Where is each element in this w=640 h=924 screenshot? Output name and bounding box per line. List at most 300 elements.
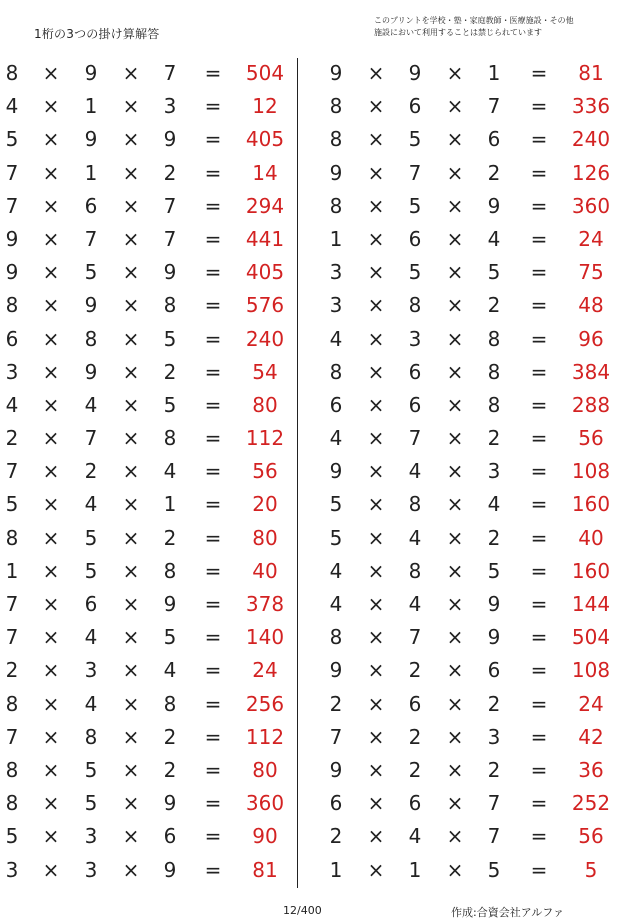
answer: 20 xyxy=(252,492,278,517)
factor-b: 5 xyxy=(408,260,422,285)
factor-b: 1 xyxy=(84,160,98,185)
factor-b: 9 xyxy=(84,293,98,318)
times-sign: × xyxy=(122,525,140,550)
equals-sign: = xyxy=(530,791,548,816)
problem-row xyxy=(0,356,640,389)
times-sign: × xyxy=(367,625,385,650)
factor-b: 6 xyxy=(408,691,422,716)
times-sign: × xyxy=(122,226,140,251)
times-sign: × xyxy=(446,193,464,218)
factor-a: 7 xyxy=(5,160,19,185)
factor-c: 8 xyxy=(163,426,177,451)
times-sign: × xyxy=(42,127,60,152)
equals-sign: = xyxy=(204,724,222,749)
factor-c: 2 xyxy=(163,525,177,550)
factor-c: 5 xyxy=(487,857,501,882)
factor-b: 1 xyxy=(84,94,98,119)
times-sign: × xyxy=(446,857,464,882)
times-sign: × xyxy=(367,592,385,616)
times-sign: × xyxy=(122,757,140,782)
answer: 360 xyxy=(245,791,285,816)
times-sign: × xyxy=(42,94,60,119)
factor-b: 5 xyxy=(408,127,422,152)
times-sign: × xyxy=(367,757,385,782)
answer: 108 xyxy=(571,459,611,484)
factor-c: 7 xyxy=(487,824,501,849)
equals-sign: = xyxy=(204,426,222,451)
answer: 112 xyxy=(245,724,285,749)
factor-a: 8 xyxy=(5,791,19,816)
factor-a: 2 xyxy=(5,426,19,451)
factor-b: 4 xyxy=(408,525,422,550)
answer: 24 xyxy=(252,658,278,683)
times-sign: × xyxy=(446,757,464,782)
factor-a: 7 xyxy=(5,592,19,616)
answer: 576 xyxy=(245,293,285,318)
author-credit: 作成:合資会社アルファ xyxy=(451,906,565,919)
answer: 504 xyxy=(571,625,611,650)
answer: 288 xyxy=(571,392,611,417)
times-sign: × xyxy=(367,558,385,583)
factor-a: 8 xyxy=(329,127,343,152)
equals-sign: = xyxy=(530,492,548,517)
factor-c: 9 xyxy=(487,193,501,218)
factor-b: 6 xyxy=(84,193,98,218)
answer: 75 xyxy=(578,260,604,285)
times-sign: × xyxy=(446,658,464,683)
problem-row xyxy=(0,654,640,687)
factor-b: 4 xyxy=(408,824,422,849)
times-sign: × xyxy=(446,326,464,351)
factor-c: 9 xyxy=(487,592,501,616)
times-sign: × xyxy=(122,824,140,849)
equals-sign: = xyxy=(204,625,222,650)
answer: 56 xyxy=(252,459,278,484)
times-sign: × xyxy=(446,459,464,484)
factor-b: 9 xyxy=(84,61,98,85)
times-sign: × xyxy=(367,724,385,749)
factor-c: 2 xyxy=(487,757,501,782)
factor-b: 7 xyxy=(408,160,422,185)
answer: 48 xyxy=(578,293,604,318)
times-sign: × xyxy=(122,260,140,285)
problem-row xyxy=(0,123,640,156)
factor-a: 8 xyxy=(329,359,343,384)
problem-row xyxy=(0,721,640,754)
problem-row xyxy=(0,389,640,422)
times-sign: × xyxy=(42,791,60,816)
factor-b: 2 xyxy=(84,459,98,484)
times-sign: × xyxy=(122,94,140,119)
answer: 360 xyxy=(571,193,611,218)
times-sign: × xyxy=(446,625,464,650)
usage-notice-line: このプリントを学校・塾・家庭教師・医療施設・その他 xyxy=(374,16,574,25)
factor-c: 5 xyxy=(163,625,177,650)
factor-b: 9 xyxy=(84,359,98,384)
problem-row xyxy=(0,754,640,787)
times-sign: × xyxy=(122,625,140,650)
answer: 56 xyxy=(578,426,604,451)
factor-a: 3 xyxy=(329,293,343,318)
problem-row xyxy=(0,820,640,853)
factor-c: 2 xyxy=(487,293,501,318)
factor-a: 8 xyxy=(5,691,19,716)
factor-a: 4 xyxy=(329,592,343,616)
equals-sign: = xyxy=(530,525,548,550)
factor-c: 7 xyxy=(163,226,177,251)
times-sign: × xyxy=(42,658,60,683)
factor-c: 9 xyxy=(163,260,177,285)
factor-b: 6 xyxy=(408,94,422,119)
times-sign: × xyxy=(122,857,140,882)
factor-b: 2 xyxy=(408,658,422,683)
factor-c: 8 xyxy=(487,326,501,351)
factor-b: 9 xyxy=(84,127,98,152)
times-sign: × xyxy=(42,226,60,251)
factor-a: 5 xyxy=(5,127,19,152)
times-sign: × xyxy=(367,326,385,351)
factor-a: 4 xyxy=(5,94,19,119)
equals-sign: = xyxy=(204,392,222,417)
factor-b: 3 xyxy=(408,326,422,351)
equals-sign: = xyxy=(204,94,222,119)
factor-c: 7 xyxy=(163,61,177,85)
equals-sign: = xyxy=(530,193,548,218)
answer: 294 xyxy=(245,193,285,218)
factor-b: 4 xyxy=(408,459,422,484)
answer: 5 xyxy=(584,857,598,882)
equals-sign: = xyxy=(204,592,222,616)
answer: 441 xyxy=(245,226,285,251)
factor-c: 2 xyxy=(487,160,501,185)
factor-a: 7 xyxy=(5,724,19,749)
times-sign: × xyxy=(446,127,464,152)
times-sign: × xyxy=(42,824,60,849)
times-sign: × xyxy=(42,160,60,185)
factor-a: 3 xyxy=(5,359,19,384)
answer: 81 xyxy=(252,857,278,882)
problem-row xyxy=(0,422,640,455)
factor-c: 2 xyxy=(163,359,177,384)
factor-b: 1 xyxy=(408,857,422,882)
times-sign: × xyxy=(367,459,385,484)
equals-sign: = xyxy=(204,61,222,85)
times-sign: × xyxy=(446,592,464,616)
factor-c: 2 xyxy=(163,724,177,749)
answer: 384 xyxy=(571,359,611,384)
answer: 54 xyxy=(252,359,278,384)
times-sign: × xyxy=(446,525,464,550)
problem-row xyxy=(0,621,640,654)
times-sign: × xyxy=(367,260,385,285)
factor-c: 8 xyxy=(163,691,177,716)
problem-row xyxy=(0,455,640,488)
times-sign: × xyxy=(122,193,140,218)
factor-a: 7 xyxy=(5,625,19,650)
answer: 56 xyxy=(578,824,604,849)
equals-sign: = xyxy=(530,61,548,85)
times-sign: × xyxy=(122,61,140,85)
times-sign: × xyxy=(42,326,60,351)
factor-b: 6 xyxy=(84,592,98,616)
answer: 108 xyxy=(571,658,611,683)
factor-b: 5 xyxy=(84,525,98,550)
times-sign: × xyxy=(42,392,60,417)
times-sign: × xyxy=(42,857,60,882)
equals-sign: = xyxy=(204,658,222,683)
equals-sign: = xyxy=(204,558,222,583)
factor-c: 2 xyxy=(163,757,177,782)
equals-sign: = xyxy=(530,857,548,882)
answer: 14 xyxy=(252,160,278,185)
answer: 160 xyxy=(571,558,611,583)
factor-b: 5 xyxy=(84,791,98,816)
times-sign: × xyxy=(122,724,140,749)
factor-a: 8 xyxy=(329,193,343,218)
factor-a: 8 xyxy=(5,525,19,550)
times-sign: × xyxy=(367,791,385,816)
factor-c: 5 xyxy=(163,326,177,351)
times-sign: × xyxy=(122,492,140,517)
factor-c: 9 xyxy=(163,857,177,882)
times-sign: × xyxy=(367,94,385,119)
factor-c: 1 xyxy=(487,61,501,85)
times-sign: × xyxy=(122,592,140,616)
times-sign: × xyxy=(446,824,464,849)
factor-a: 4 xyxy=(5,392,19,417)
answer: 12 xyxy=(252,94,278,119)
equals-sign: = xyxy=(530,625,548,650)
answer: 40 xyxy=(252,558,278,583)
equals-sign: = xyxy=(530,359,548,384)
equals-sign: = xyxy=(204,492,222,517)
times-sign: × xyxy=(367,127,385,152)
factor-c: 2 xyxy=(487,691,501,716)
times-sign: × xyxy=(367,525,385,550)
factor-b: 9 xyxy=(408,61,422,85)
equals-sign: = xyxy=(530,824,548,849)
factor-a: 5 xyxy=(5,824,19,849)
times-sign: × xyxy=(42,359,60,384)
factor-a: 2 xyxy=(329,691,343,716)
factor-a: 8 xyxy=(5,293,19,318)
times-sign: × xyxy=(367,359,385,384)
times-sign: × xyxy=(367,61,385,85)
equals-sign: = xyxy=(530,724,548,749)
factor-a: 1 xyxy=(329,857,343,882)
factor-c: 9 xyxy=(163,592,177,616)
times-sign: × xyxy=(122,558,140,583)
equals-sign: = xyxy=(530,94,548,119)
factor-b: 2 xyxy=(408,757,422,782)
times-sign: × xyxy=(42,592,60,616)
times-sign: × xyxy=(42,757,60,782)
problem-row xyxy=(0,289,640,322)
times-sign: × xyxy=(42,558,60,583)
equals-sign: = xyxy=(530,293,548,318)
factor-c: 1 xyxy=(163,492,177,517)
factor-b: 6 xyxy=(408,791,422,816)
answer: 80 xyxy=(252,757,278,782)
factor-a: 6 xyxy=(5,326,19,351)
answer: 112 xyxy=(245,426,285,451)
times-sign: × xyxy=(122,392,140,417)
factor-b: 5 xyxy=(84,558,98,583)
problem-row xyxy=(0,688,640,721)
factor-a: 4 xyxy=(329,326,343,351)
factor-a: 8 xyxy=(329,94,343,119)
times-sign: × xyxy=(122,658,140,683)
equals-sign: = xyxy=(204,791,222,816)
answer: 256 xyxy=(245,691,285,716)
problem-row xyxy=(0,190,640,223)
times-sign: × xyxy=(42,426,60,451)
times-sign: × xyxy=(367,824,385,849)
times-sign: × xyxy=(446,293,464,318)
times-sign: × xyxy=(122,127,140,152)
times-sign: × xyxy=(446,724,464,749)
answer: 24 xyxy=(578,226,604,251)
factor-a: 5 xyxy=(5,492,19,517)
times-sign: × xyxy=(446,392,464,417)
factor-b: 5 xyxy=(84,260,98,285)
times-sign: × xyxy=(122,691,140,716)
answer: 336 xyxy=(571,94,611,119)
equals-sign: = xyxy=(530,558,548,583)
factor-a: 9 xyxy=(329,459,343,484)
factor-c: 4 xyxy=(487,226,501,251)
answer: 42 xyxy=(578,724,604,749)
factor-a: 6 xyxy=(329,392,343,417)
problem-row xyxy=(0,90,640,123)
times-sign: × xyxy=(42,625,60,650)
equals-sign: = xyxy=(204,193,222,218)
problem-row xyxy=(0,323,640,356)
factor-b: 8 xyxy=(84,326,98,351)
factor-c: 2 xyxy=(487,525,501,550)
factor-b: 4 xyxy=(84,625,98,650)
equals-sign: = xyxy=(204,459,222,484)
factor-a: 6 xyxy=(329,791,343,816)
page-number: 12/400 xyxy=(283,904,322,917)
answer: 240 xyxy=(571,127,611,152)
problem-row xyxy=(0,157,640,190)
factor-c: 4 xyxy=(487,492,501,517)
factor-b: 8 xyxy=(408,492,422,517)
equals-sign: = xyxy=(204,226,222,251)
factor-b: 8 xyxy=(408,293,422,318)
factor-a: 9 xyxy=(329,658,343,683)
factor-c: 9 xyxy=(163,791,177,816)
factor-c: 8 xyxy=(487,359,501,384)
times-sign: × xyxy=(367,293,385,318)
factor-b: 4 xyxy=(84,392,98,417)
factor-b: 8 xyxy=(84,724,98,749)
times-sign: × xyxy=(367,857,385,882)
problem-row xyxy=(0,588,640,621)
answer: 405 xyxy=(245,260,285,285)
equals-sign: = xyxy=(204,326,222,351)
answer: 36 xyxy=(578,757,604,782)
equals-sign: = xyxy=(204,857,222,882)
factor-a: 4 xyxy=(329,426,343,451)
times-sign: × xyxy=(122,459,140,484)
problem-row xyxy=(0,223,640,256)
equals-sign: = xyxy=(204,127,222,152)
factor-a: 9 xyxy=(5,260,19,285)
problem-row xyxy=(0,555,640,588)
times-sign: × xyxy=(122,359,140,384)
times-sign: × xyxy=(42,492,60,517)
factor-c: 2 xyxy=(487,426,501,451)
times-sign: × xyxy=(122,326,140,351)
factor-c: 8 xyxy=(163,293,177,318)
equals-sign: = xyxy=(530,127,548,152)
times-sign: × xyxy=(42,525,60,550)
equals-sign: = xyxy=(530,658,548,683)
factor-b: 7 xyxy=(408,625,422,650)
factor-a: 4 xyxy=(329,558,343,583)
factor-c: 2 xyxy=(163,160,177,185)
answer: 80 xyxy=(252,525,278,550)
factor-c: 8 xyxy=(487,392,501,417)
equals-sign: = xyxy=(530,757,548,782)
equals-sign: = xyxy=(204,757,222,782)
factor-c: 3 xyxy=(487,724,501,749)
times-sign: × xyxy=(367,226,385,251)
answer: 378 xyxy=(245,592,285,616)
factor-c: 7 xyxy=(487,791,501,816)
equals-sign: = xyxy=(204,691,222,716)
factor-a: 8 xyxy=(5,757,19,782)
equals-sign: = xyxy=(204,525,222,550)
equals-sign: = xyxy=(204,160,222,185)
factor-c: 8 xyxy=(163,558,177,583)
factor-b: 6 xyxy=(408,359,422,384)
factor-a: 2 xyxy=(329,824,343,849)
times-sign: × xyxy=(42,724,60,749)
factor-a: 9 xyxy=(329,160,343,185)
equals-sign: = xyxy=(530,260,548,285)
equals-sign: = xyxy=(530,426,548,451)
factor-a: 2 xyxy=(5,658,19,683)
factor-b: 5 xyxy=(84,757,98,782)
times-sign: × xyxy=(367,691,385,716)
times-sign: × xyxy=(446,260,464,285)
factor-b: 5 xyxy=(408,193,422,218)
factor-a: 9 xyxy=(329,757,343,782)
factor-c: 6 xyxy=(487,127,501,152)
answer: 504 xyxy=(245,61,285,85)
equals-sign: = xyxy=(204,260,222,285)
times-sign: × xyxy=(122,426,140,451)
times-sign: × xyxy=(446,160,464,185)
times-sign: × xyxy=(367,426,385,451)
times-sign: × xyxy=(446,558,464,583)
factor-b: 3 xyxy=(84,857,98,882)
factor-c: 6 xyxy=(163,824,177,849)
times-sign: × xyxy=(367,392,385,417)
factor-a: 7 xyxy=(329,724,343,749)
usage-notice-line: 施設において利用することは禁じられています xyxy=(374,28,542,37)
times-sign: × xyxy=(446,691,464,716)
problem-row xyxy=(0,522,640,555)
times-sign: × xyxy=(446,61,464,85)
times-sign: × xyxy=(42,293,60,318)
problem-grid xyxy=(0,57,640,887)
equals-sign: = xyxy=(530,592,548,616)
factor-b: 2 xyxy=(408,724,422,749)
